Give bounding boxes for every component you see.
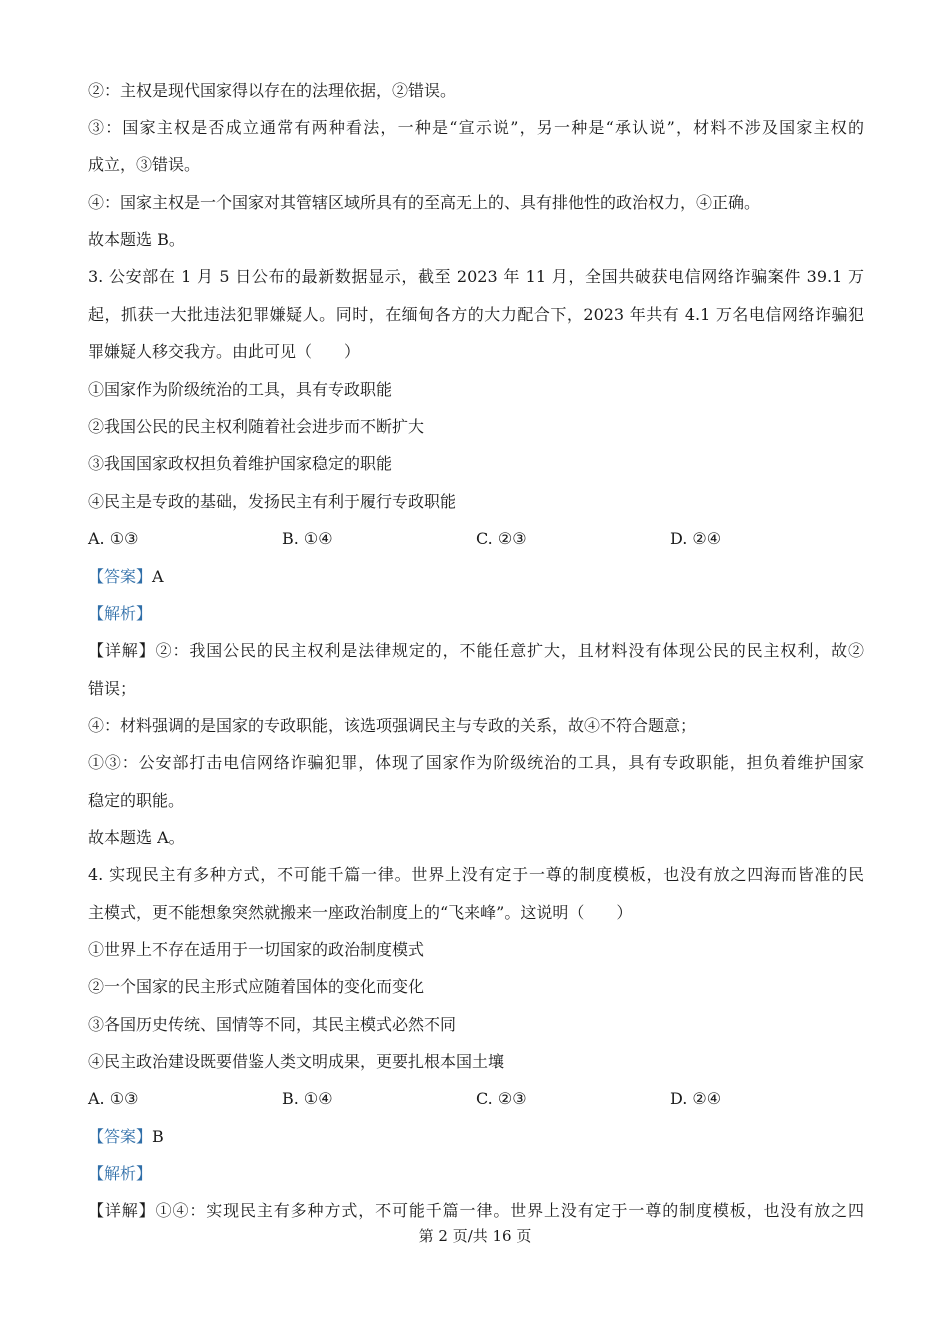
q3-detail-line: 错误； <box>88 679 137 698</box>
q4-option-c: C. ②③ <box>476 1089 527 1108</box>
answer-tag: 【答案】 <box>88 567 153 586</box>
answer-value: A <box>152 567 164 586</box>
q4-detail-line <box>88 1200 864 1222</box>
answer-value: B <box>152 1127 164 1146</box>
q3-statement: ①国家作为阶级统治的工具，具有专政职能 <box>88 380 393 399</box>
q3-analysis-heading <box>88 603 152 625</box>
q3-statement: ②我国公民的民主权利随着社会进步而不断扩大 <box>88 417 425 436</box>
prev-analysis-line: ③：国家主权是否成立通常有两种看法，一种是“宣示说”，另一种是“承认说”，材料不涉及国家主权的 <box>88 118 864 137</box>
prev-analysis-line: 成立，③错误。 <box>88 155 201 174</box>
q3-option-d: D. ②④ <box>670 529 722 548</box>
q3-detail-line: ④：材料强调的是国家的专政职能，该选项强调民主与专政的关系，故④不符合题意； <box>88 716 697 735</box>
prev-analysis-line: 故本题选 B。 <box>88 230 185 249</box>
detail-text: ①④：实现民主有多种方式，不可能千篇一律。世界上没有定于一尊的制度模板，也没有放之四 <box>155 1201 864 1220</box>
q3-answer <box>88 566 164 588</box>
prev-analysis-line: ②：主权是现代国家得以存在的法理依据，②错误。 <box>88 81 457 100</box>
q4-statement: ②一个国家的民主形式应随着国体的变化而变化 <box>88 977 425 996</box>
q3-stem-line: 起，抓获一大批违法犯罪嫌疑人。同时，在缅甸各方的大力配合下，2023 年共有 4.1 万名电信网络诈骗犯 <box>88 305 864 324</box>
detail-tag: 【详解】 <box>88 641 156 660</box>
analysis-tag: 【解析】 <box>88 1164 153 1183</box>
q3-option-c: C. ②③ <box>476 529 527 548</box>
q4-analysis-heading <box>88 1163 152 1185</box>
prev-analysis-line: ④：国家主权是一个国家对其管辖区域所具有的至高无上的、具有排他性的政治权力，④正确。 <box>88 193 761 212</box>
q3-detail-line: 稳定的职能。 <box>88 791 185 810</box>
q3-detail-line: ①③：公安部打击电信网络诈骗犯罪，体现了国家作为阶级统治的工具，具有专政职能，担负着维护国家 <box>88 753 864 772</box>
q4-option-a: A. ①③ <box>88 1089 139 1108</box>
q4-option-b: B. ①④ <box>282 1089 333 1108</box>
q3-option-a: A. ①③ <box>88 529 139 548</box>
q4-stem-line: 4. 实现民主有多种方式，不可能千篇一律。世界上没有定于一尊的制度模板，也没有放之四海而皆准的民 <box>88 865 864 884</box>
q4-stem-line: 主模式，更不能想象突然就搬来一座政治制度上的“飞来峰”。这说明（ ） <box>88 903 633 922</box>
q3-stem-line: 3. 公安部在 1 月 5 日公布的最新数据显示，截至 2023 年 11 月，全国共破获电信网络诈骗案件 39.1 万 <box>88 267 864 286</box>
q4-statement: ③各国历史传统、国情等不同，其民主模式必然不同 <box>88 1015 457 1034</box>
q3-stem-line: 罪嫌疑人移交我方。由此可见（ ） <box>88 342 361 361</box>
q3-detail-line <box>88 640 864 662</box>
q4-statement: ④民主政治建设既要借鉴人类文明成果，更要扎根本国土壤 <box>88 1052 505 1071</box>
answer-tag: 【答案】 <box>88 1127 153 1146</box>
analysis-tag: 【解析】 <box>88 604 153 623</box>
q3-statement: ③我国国家政权担负着维护国家稳定的职能 <box>88 454 393 473</box>
detail-tag: 【详解】 <box>88 1201 156 1220</box>
q4-statement: ①世界上不存在适用于一切国家的政治制度模式 <box>88 940 425 959</box>
page-footer: 第 2 页/共 16 页 <box>418 1227 532 1245</box>
q3-option-b: B. ①④ <box>282 529 333 548</box>
q4-option-d: D. ②④ <box>670 1089 722 1108</box>
detail-text: ②：我国公民的民主权利是法律规定的，不能任意扩大，且材料没有体现公民的民主权利，故② <box>155 641 864 660</box>
q4-answer <box>88 1126 164 1148</box>
q3-statement: ④民主是专政的基础，发扬民主有利于履行专政职能 <box>88 492 457 511</box>
q3-detail-line: 故本题选 A。 <box>88 828 185 847</box>
